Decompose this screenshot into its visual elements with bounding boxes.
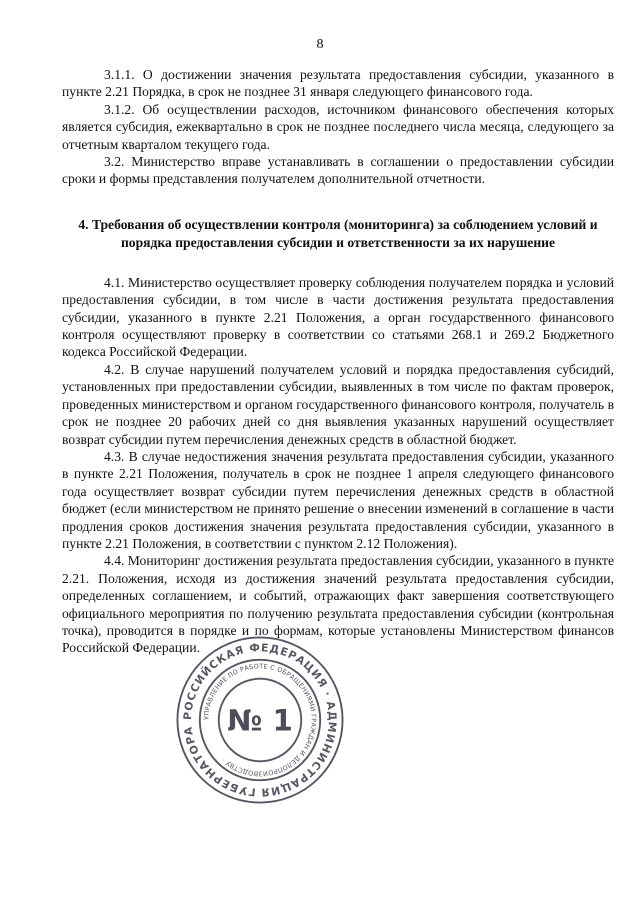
page-number: 8	[316, 37, 324, 52]
paragraph-4-4: 4.4. Мониторинг достижения результата предоставления субсидии, указанного в пункте 2.21. Положения, исходя из достижения значений результата предоставления субсидии, определенных соглашением, и событий, отражающих факт завершения соответствующего официального мероприятия по получению результата предоставления субсидии (контрольная точка), проводится в порядке и по формам, которые установлены Министерством финансов Российской Федерации.	[62, 553, 614, 656]
seal-outer-text: РОССИЙСКАЯ ФЕДЕРАЦИЯ · АДМИНИСТРАЦИЯ ГУБЕРНАТОРА	[181, 640, 339, 799]
seal-inner-text: УПРАВЛЕНИЕ ПО РАБОТЕ С ОБРАЩЕНИЯМИ ГРАЖДАН И ДЕЛОПРОИЗВОДСТВУ ·	[202, 662, 318, 778]
official-seal	[174, 634, 346, 806]
paragraph-3-2: 3.2. Министерство вправе устанавливать в соглашении о предоставлении субсидии сроки и формы представления получателем дополнительной отчетности.	[62, 154, 614, 187]
paragraph-4-2: 4.2. В случае нарушений получателем условий и порядка предоставления субсидий, установленных при предоставлении субсидии, выявленных в том числе по фактам проверок, проведенных министерством и органом государственного финансового контроля, получатель в срок не позднее 20 рабочих дней со дня выявления указанных нарушений осуществляет возврат субсидии путем перечисления денежных средств в областной бюджет.	[62, 361, 614, 447]
paragraph-4-3: 4.3. В случае недостижения значения результата предоставления субсидии, указанного в пункте 2.21 Положения, получатель в срок не позднее 1 апреля следующего финансового года осуществляет возврат субсидии путем перечисления денежных средств в областной бюджет (если министерством не принято решение о внесении изменений в соглашение в части продления сроков достижения значения результата предоставления субсидии, указанного в пункте 2.21 Положения, в соответствии с пунктом 2.12 Положения).	[62, 448, 614, 551]
paragraph-3-1-2: 3.1.2. Об осуществлении расходов, источником финансового обеспечения которых является субсидия, ежеквартально в срок не позднее последнего числа месяца, следующего за отчетным кварталом текущего года.	[62, 101, 614, 152]
paragraph-3-1-1: 3.1.1. О достижении значения результата предоставления субсидии, указанного в пункте 2.21 Порядка, в срок не позднее 31 января следующего финансового года.	[62, 67, 614, 100]
document-body	[62, 66, 614, 657]
section-4-heading: 4. Требования об осуществлении контроля (мониторинга) за соблюдением условий и порядка предоставления субсидии и ответственности за их нарушение	[78, 216, 598, 250]
seal-center-number: № 1	[227, 703, 293, 738]
paragraph-4-1: 4.1. Министерство осуществляет проверку соблюдения получателем порядка и условий предоставления субсидии, в том числе в части достижения результата предоставления субсидии, указанного в пункте 2.21 Положения, а орган государственного финансового контроля осуществляют проверку в соответствии со статьями 268.1 и 269.2 Бюджетного кодекса Российской Федерации.	[62, 274, 614, 360]
